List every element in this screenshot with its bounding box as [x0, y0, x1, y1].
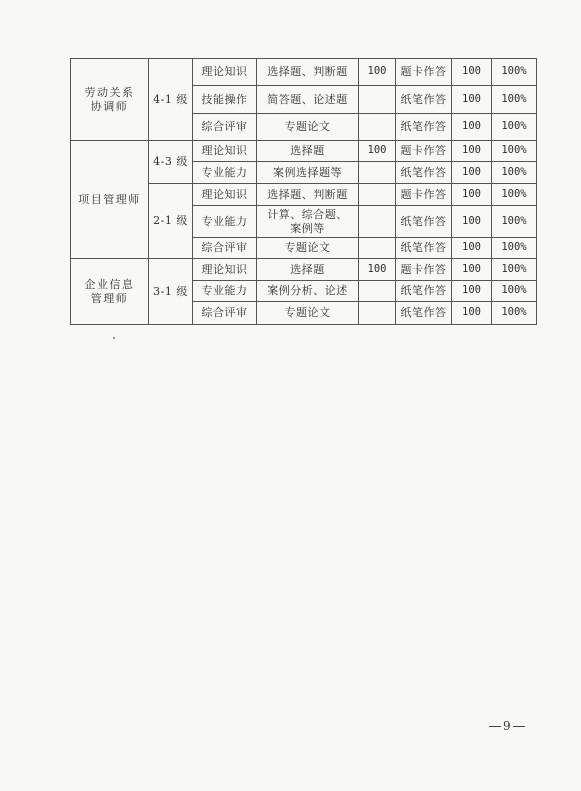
method-cell: 题卡作答 [396, 141, 452, 162]
ratio-cell: 100% [492, 114, 537, 141]
method-cell: 纸笔作答 [396, 162, 452, 184]
level-cell: 3-1 级 [149, 259, 193, 325]
table-row [71, 141, 537, 162]
method-cell: 纸笔作答 [396, 206, 452, 238]
subject-cell: 技能操作 [193, 86, 257, 114]
full-mark-cell: 100 [452, 238, 492, 259]
method-cell: 纸笔作答 [396, 281, 452, 302]
score-cell [359, 162, 396, 184]
page-number [487, 719, 527, 733]
score-cell: 100 [359, 259, 396, 281]
method-cell: 题卡作答 [396, 184, 452, 206]
full-mark-cell: 100 [452, 162, 492, 184]
full-mark-cell: 100 [452, 302, 492, 325]
score-cell [359, 206, 396, 238]
full-mark-cell: 100 [452, 86, 492, 114]
level-cell: 4-3 级 [149, 141, 193, 184]
ratio-cell: 100% [492, 259, 537, 281]
ratio-cell: 100% [492, 281, 537, 302]
subject-cell: 理论知识 [193, 184, 257, 206]
question-type-cell: 案例选择题等 [257, 162, 359, 184]
score-cell: 100 [359, 59, 396, 86]
ratio-cell: 100% [492, 302, 537, 325]
level-cell: 4-1 级 [149, 59, 193, 141]
occupation-cell: 劳动关系 协调师 [71, 59, 149, 141]
ratio-cell: 100% [492, 162, 537, 184]
table-row [71, 59, 537, 86]
method-cell: 纸笔作答 [396, 302, 452, 325]
score-cell [359, 86, 396, 114]
question-type-cell: 选择题、判断题 [257, 59, 359, 86]
ratio-cell: 100% [492, 59, 537, 86]
subject-cell: 理论知识 [193, 59, 257, 86]
full-mark-cell: 100 [452, 141, 492, 162]
exam-schedule-table [70, 58, 537, 325]
question-type-cell: 专题论文 [257, 302, 359, 325]
method-cell: 纸笔作答 [396, 86, 452, 114]
subject-cell: 综合评审 [193, 238, 257, 259]
score-cell [359, 238, 396, 259]
subject-cell: 专业能力 [193, 206, 257, 238]
question-type-cell: 选择题 [257, 259, 359, 281]
full-mark-cell: 100 [452, 206, 492, 238]
question-type-cell: 简答题、论述题 [257, 86, 359, 114]
page-number-value: 9 [503, 719, 511, 733]
scan-speck [113, 337, 115, 339]
method-cell: 题卡作答 [396, 259, 452, 281]
score-cell [359, 302, 396, 325]
ratio-cell: 100% [492, 141, 537, 162]
full-mark-cell: 100 [452, 259, 492, 281]
ratio-cell: 100% [492, 238, 537, 259]
occupation-cell: 项目管理师 [71, 141, 149, 259]
question-type-cell: 选择题、判断题 [257, 184, 359, 206]
full-mark-cell: 100 [452, 59, 492, 86]
question-type-cell: 专题论文 [257, 238, 359, 259]
score-cell [359, 281, 396, 302]
full-mark-cell: 100 [452, 114, 492, 141]
method-cell: 纸笔作答 [396, 238, 452, 259]
page-number-dash-right [513, 726, 525, 727]
score-cell [359, 114, 396, 141]
method-cell: 题卡作答 [396, 59, 452, 86]
score-cell [359, 184, 396, 206]
level-cell: 2-1 级 [149, 184, 193, 259]
question-type-cell: 案例分析、论述 [257, 281, 359, 302]
question-type-cell: 选择题 [257, 141, 359, 162]
ratio-cell: 100% [492, 206, 537, 238]
table-row [71, 259, 537, 281]
full-mark-cell: 100 [452, 184, 492, 206]
subject-cell: 理论知识 [193, 141, 257, 162]
ratio-cell: 100% [492, 184, 537, 206]
page-number-dash-left [489, 726, 501, 727]
subject-cell: 专业能力 [193, 162, 257, 184]
question-type-cell: 专题论文 [257, 114, 359, 141]
subject-cell: 专业能力 [193, 281, 257, 302]
ratio-cell: 100% [492, 86, 537, 114]
score-cell: 100 [359, 141, 396, 162]
question-type-cell: 计算、综合题、 案例等 [257, 206, 359, 238]
occupation-cell: 企业信息 管理师 [71, 259, 149, 325]
subject-cell: 综合评审 [193, 114, 257, 141]
method-cell: 纸笔作答 [396, 114, 452, 141]
subject-cell: 理论知识 [193, 259, 257, 281]
subject-cell: 综合评审 [193, 302, 257, 325]
full-mark-cell: 100 [452, 281, 492, 302]
